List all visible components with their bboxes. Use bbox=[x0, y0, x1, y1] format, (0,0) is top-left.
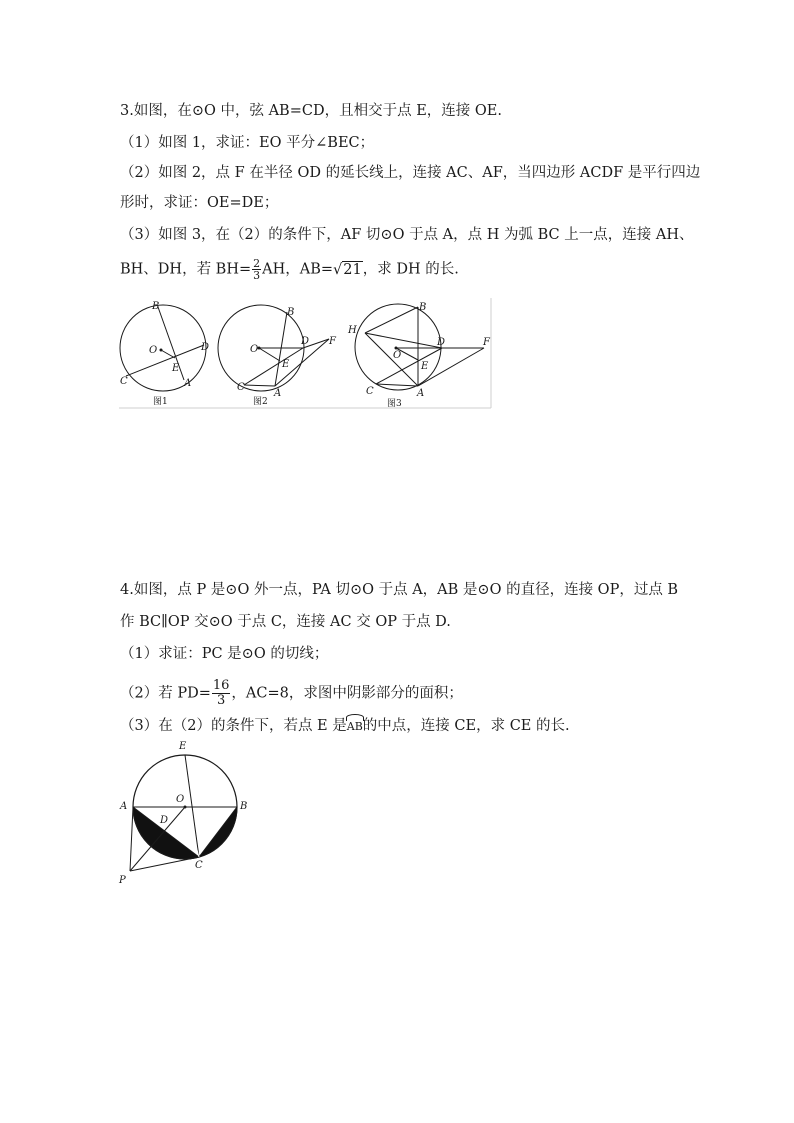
fig2-label-B: B bbox=[287, 307, 295, 318]
fig2-label-E: E bbox=[282, 359, 290, 370]
q3-part1: （1）如图 1，求证：EO 平分∠BEC； bbox=[120, 135, 375, 151]
q3-part3-text-c: ，求 DH 的长. bbox=[362, 261, 459, 278]
fig4-label-B: B bbox=[240, 801, 248, 812]
q4-fraction bbox=[212, 679, 231, 708]
fig4-label-A: A bbox=[120, 801, 128, 812]
fig1-label-C: C bbox=[120, 376, 128, 387]
fig4-label-E: E bbox=[179, 741, 187, 752]
q4-part1: （1）求证：PC 是⊙O 的切线； bbox=[120, 646, 329, 662]
fig2-label-A: A bbox=[274, 388, 282, 399]
q4-part3-text-a: （3）在（2）的条件下，若点 E 是 bbox=[120, 718, 347, 734]
q4-figure bbox=[113, 737, 263, 887]
fig3-label-C: C bbox=[366, 386, 374, 397]
q3-stem: 3.如图，在⊙O 中，弦 AB=CD，且相交于点 E，连接 OE. bbox=[120, 103, 502, 119]
q4-part2-text-b: ，AC=8，求图中阴影部分的面积； bbox=[231, 685, 463, 702]
fig4-label-P: P bbox=[119, 875, 126, 886]
q3-fraction-numerator: 2 bbox=[253, 257, 261, 270]
q4-part2 bbox=[120, 679, 463, 708]
fig1-caption: 图1 bbox=[153, 397, 168, 407]
fig3-label-H: H bbox=[348, 325, 357, 336]
q3-part2-line2: 形时，求证：OE=DE； bbox=[120, 195, 279, 211]
q4-stem-line1: 4.如图，点 P 是⊙O 外一点，PA 切⊙O 于点 A，AB 是⊙O 的直径，连接 OP，过点 B bbox=[120, 582, 679, 598]
q3-figures bbox=[117, 298, 493, 410]
q3-part2-line1: （2）如图 2，点 F 在半径 OD 的延长线上，连接 AC、AF，当四边形 ACDF 是平行四边 bbox=[120, 165, 701, 181]
q3-part3-line2 bbox=[120, 258, 459, 281]
fig2-label-F: F bbox=[329, 336, 336, 347]
q4-stem-line2: 作 BC∥OP 交⊙O 于点 C，连接 AC 交 OP 于点 D. bbox=[120, 614, 451, 630]
q4-arc-AB: AB bbox=[347, 717, 363, 737]
fig3-label-A: A bbox=[417, 388, 425, 399]
fig3-label-B: B bbox=[419, 302, 427, 313]
q4-part3-text-b: 的中点，连接 CE，求 CE 的长. bbox=[362, 718, 570, 734]
fig3-caption: 图3 bbox=[387, 399, 402, 409]
q4-fraction-denominator: 3 bbox=[217, 693, 226, 708]
q4-part3 bbox=[120, 716, 570, 737]
fig2-label-D: D bbox=[301, 336, 310, 347]
q3-part3-text-b: AH，AB= bbox=[262, 261, 334, 278]
fig3-label-O: O bbox=[393, 350, 402, 361]
fig2-label-O: O bbox=[250, 344, 259, 355]
fig3-label-F: F bbox=[483, 337, 490, 348]
fig1-label-O: O bbox=[149, 345, 158, 356]
fig4-label-D: D bbox=[160, 815, 169, 826]
fig3-label-E: E bbox=[421, 361, 429, 372]
fig1-label-D: D bbox=[201, 342, 210, 353]
q3-part3-text-a: BH、DH，若 BH= bbox=[120, 261, 252, 278]
q4-fraction-numerator: 16 bbox=[212, 678, 230, 693]
q3-fraction-denominator: 3 bbox=[253, 269, 261, 282]
fig4-label-C: C bbox=[195, 860, 203, 871]
fig3-label-D: D bbox=[437, 337, 446, 348]
q3-part3-line1: （3）如图 3，在（2）的条件下，AF 切⊙O 于点 A，点 H 为弧 BC 上一点，连接 AH、 bbox=[120, 227, 694, 243]
fig4-label-O: O bbox=[176, 794, 185, 805]
fig1-label-B: B bbox=[152, 301, 160, 312]
q3-sqrt-radicand: 21 bbox=[343, 261, 362, 278]
q4-part2-text-a: （2）若 PD= bbox=[120, 685, 211, 702]
fig1-label-A: A bbox=[184, 378, 192, 389]
fig2-label-C: C bbox=[237, 382, 245, 393]
q3-fraction bbox=[252, 258, 261, 281]
fig2-caption: 图2 bbox=[253, 397, 268, 407]
fig1-label-E: E bbox=[172, 363, 180, 374]
q3-sqrt: √21 bbox=[333, 261, 362, 278]
